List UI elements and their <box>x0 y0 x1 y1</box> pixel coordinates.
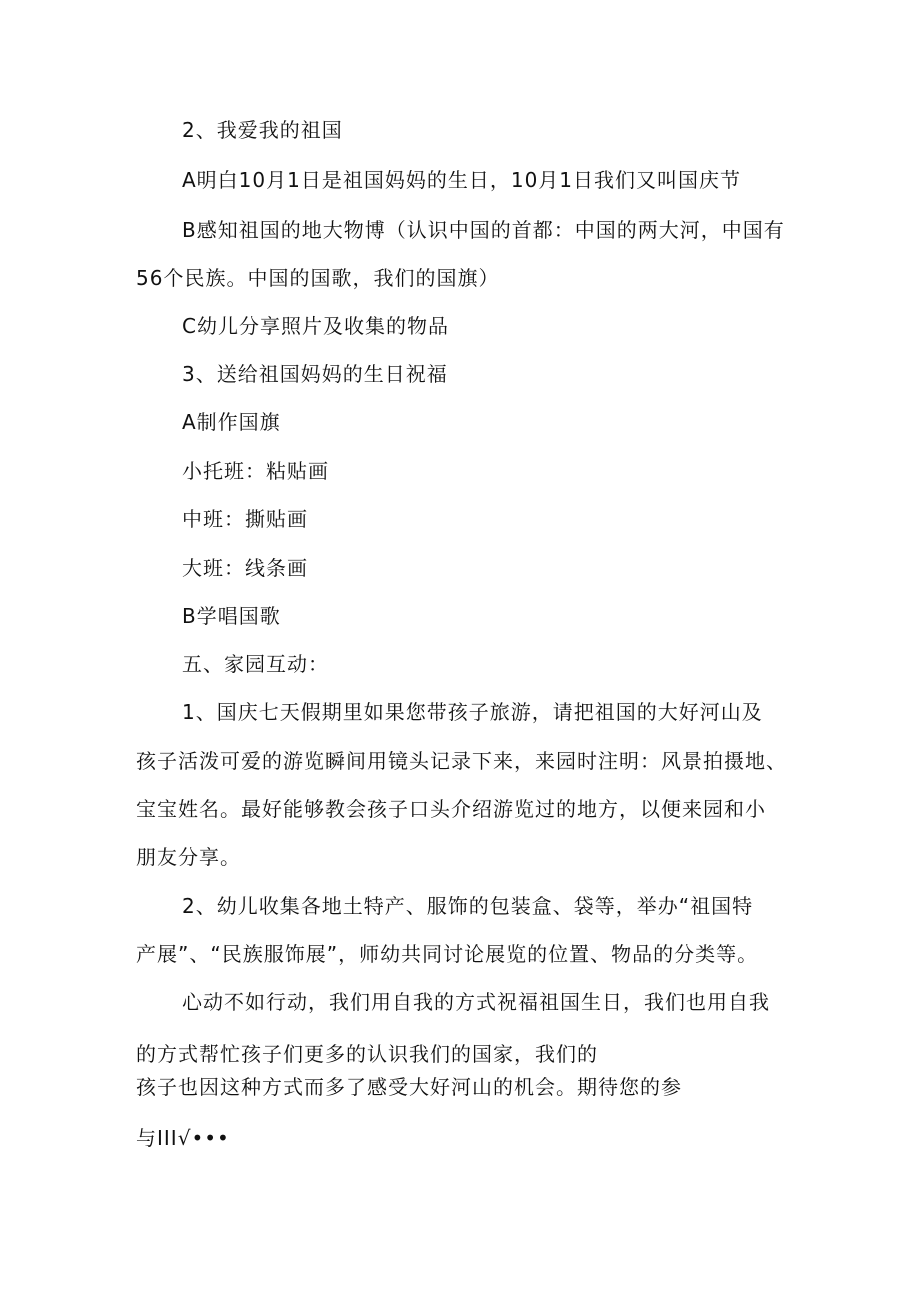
paragraph-closing-line1: 心动不如行动，我们用自我的方式祝福祖国生日，我们也用自我 <box>182 990 770 1014</box>
item-a-national-day: A明白10月1日是祖国妈妈的生日，10月1日我们又叫国庆节 <box>182 168 742 192</box>
item-b-sing-anthem: B学唱国歌 <box>182 604 281 628</box>
paragraph-travel-line4: 朋友分享。 <box>136 845 241 869</box>
section-heading-love-motherland: 2、我爱我的祖国 <box>182 118 343 142</box>
item-c-share-photos: C幼儿分享照片及收集的物品 <box>182 314 449 338</box>
paragraph-travel-line3: 宝宝姓名。最好能够教会孩子口头介绍游览过的地方，以便来园和小 <box>136 797 766 821</box>
item-b-vast-land-line2: 56个民族。中国的国歌，我们的国旗） <box>136 266 500 290</box>
class-toddler-activity: 小托班：粘贴画 <box>182 459 329 483</box>
paragraph-collect-line1: 2、幼儿收集各地土特产、服饰的包装盒、袋等，举办“祖国特 <box>182 894 754 918</box>
paragraph-travel-line1: 1、国庆七天假期里如果您带孩子旅游，请把祖国的大好河山及 <box>182 700 763 724</box>
item-b-vast-land-line1: B感知祖国的地大物博（认识中国的首都：中国的两大河，中国有 <box>182 218 785 242</box>
paragraph-travel-line2: 孩子活泼可爱的游览瞬间用镜头记录下来，来园时注明：风景拍摄地、 <box>136 749 787 773</box>
class-middle-activity: 中班：撕贴画 <box>182 507 308 531</box>
paragraph-collect-line2: 产展”、“民族服饰展”，师幼共同讨论展览的位置、物品的分类等。 <box>136 942 759 966</box>
section-heading-home-school: 五、家园互动： <box>182 652 329 676</box>
paragraph-closing-line2: 的方式帮忙孩子们更多的认识我们的国家，我们的 <box>136 1042 598 1066</box>
section-heading-birthday-wishes: 3、送给祖国妈妈的生日祝福 <box>182 362 448 386</box>
class-senior-activity: 大班：线条画 <box>182 556 308 580</box>
item-a-make-flag: A制作国旗 <box>182 410 281 434</box>
paragraph-closing-line3: 孩子也因这种方式而多了感受大好河山的机会。期待您的参 <box>136 1075 682 1099</box>
paragraph-closing-line4: 与III√••• <box>136 1126 230 1150</box>
